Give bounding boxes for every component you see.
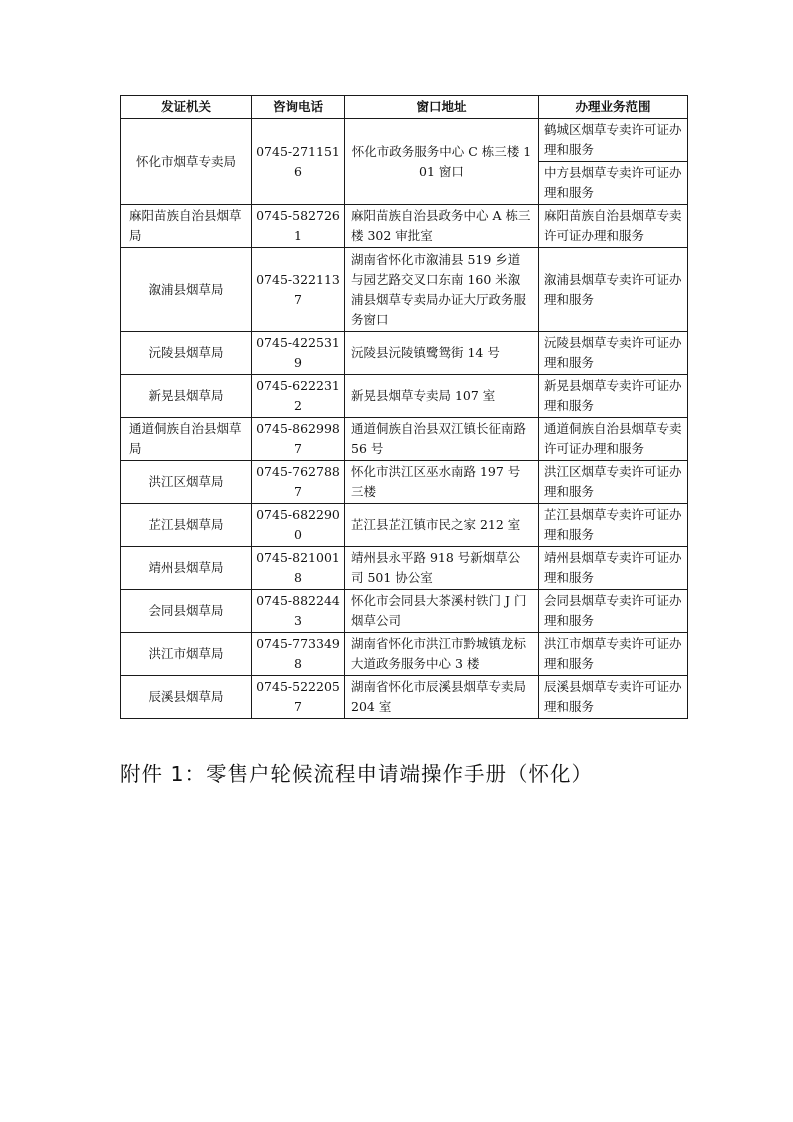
phone-cell: 0745-6822900 xyxy=(252,504,345,547)
table-row xyxy=(121,633,688,676)
phone-cell: 0745-7733498 xyxy=(252,633,345,676)
address-cell: 靖州县永平路 918 号新烟草公司 501 协公室 xyxy=(345,547,539,590)
scope-cell: 沅陵县烟草专卖许可证办理和服务 xyxy=(539,332,688,375)
authority-cell: 溆浦县烟草局 xyxy=(121,248,252,332)
table-row xyxy=(121,547,688,590)
table-row xyxy=(121,461,688,504)
header-phone: 咨询电话 xyxy=(252,96,345,119)
table-row xyxy=(121,205,688,248)
phone-cell: 0745-5222057 xyxy=(252,676,345,719)
authority-cell: 芷江县烟草局 xyxy=(121,504,252,547)
phone-cell: 0745-5827261 xyxy=(252,205,345,248)
scope-cell: 麻阳苗族自治县烟草专卖许可证办理和服务 xyxy=(539,205,688,248)
table-row xyxy=(121,418,688,461)
header-authority: 发证机关 xyxy=(121,96,252,119)
scope-cell: 新晃县烟草专卖许可证办理和服务 xyxy=(539,375,688,418)
scope-cell: 会同县烟草专卖许可证办理和服务 xyxy=(539,590,688,633)
phone-cell: 0745-8210018 xyxy=(252,547,345,590)
address-cell: 湖南省怀化市辰溪县烟草专卖局 204 室 xyxy=(345,676,539,719)
address-cell: 怀化市洪江区巫水南路 197 号三楼 xyxy=(345,461,539,504)
attachment-title: 附件 1：零售户轮候流程申请端操作手册（怀化） xyxy=(120,762,594,786)
authority-cell: 辰溪县烟草局 xyxy=(121,676,252,719)
address-cell: 通道侗族自治县双江镇长征南路 56 号 xyxy=(345,418,539,461)
address-cell: 湖南省怀化市溆浦县 519 乡道与园艺路交叉口东南 160 米溆浦县烟草专卖局办证大厅政务服务窗口 xyxy=(345,248,539,332)
table-row xyxy=(121,504,688,547)
scope-cell: 鹤城区烟草专卖许可证办理和服务 xyxy=(539,119,688,162)
phone-cell: 0745-4225319 xyxy=(252,332,345,375)
license-office-table xyxy=(120,95,688,719)
phone-cell: 0745-2711516 xyxy=(252,119,345,205)
authority-cell: 通道侗族自治县烟草局 xyxy=(121,418,252,461)
scope-cell: 辰溪县烟草专卖许可证办理和服务 xyxy=(539,676,688,719)
authority-cell: 麻阳苗族自治县烟草局 xyxy=(121,205,252,248)
address-cell: 沅陵县沅陵镇鹭鸳街 14 号 xyxy=(345,332,539,375)
authority-cell: 新晃县烟草局 xyxy=(121,375,252,418)
table-row xyxy=(121,119,688,162)
phone-cell: 0745-8822443 xyxy=(252,590,345,633)
header-address: 窗口地址 xyxy=(345,96,539,119)
address-cell: 怀化市政务服务中心 C 栋三楼 101 窗口 xyxy=(345,119,539,205)
phone-cell: 0745-6222312 xyxy=(252,375,345,418)
authority-cell: 洪江区烟草局 xyxy=(121,461,252,504)
table-row xyxy=(121,590,688,633)
address-cell: 怀化市会同县大茶溪村铁门 J 门烟草公司 xyxy=(345,590,539,633)
phone-cell: 0745-8629987 xyxy=(252,418,345,461)
authority-cell: 怀化市烟草专卖局 xyxy=(121,119,252,205)
table-row xyxy=(121,332,688,375)
scope-cell: 芷江县烟草专卖许可证办理和服务 xyxy=(539,504,688,547)
scope-cell: 溆浦县烟草专卖许可证办理和服务 xyxy=(539,248,688,332)
header-scope: 办理业务范围 xyxy=(539,96,688,119)
scope-cell: 通道侗族自治县烟草专卖许可证办理和服务 xyxy=(539,418,688,461)
table-row xyxy=(121,248,688,332)
authority-cell: 靖州县烟草局 xyxy=(121,547,252,590)
scope-cell: 靖州县烟草专卖许可证办理和服务 xyxy=(539,547,688,590)
address-cell: 麻阳苗族自治县政务中心 A 栋三楼 302 审批室 xyxy=(345,205,539,248)
phone-cell: 0745-3221137 xyxy=(252,248,345,332)
authority-cell: 沅陵县烟草局 xyxy=(121,332,252,375)
scope-cell: 洪江市烟草专卖许可证办理和服务 xyxy=(539,633,688,676)
phone-cell: 0745-7627887 xyxy=(252,461,345,504)
scope-cell: 中方县烟草专卖许可证办理和服务 xyxy=(539,162,688,205)
table-row xyxy=(121,375,688,418)
table-header-row xyxy=(121,96,688,119)
table-row xyxy=(121,676,688,719)
authority-cell: 洪江市烟草局 xyxy=(121,633,252,676)
address-cell: 芷江县芷江镇市民之家 212 室 xyxy=(345,504,539,547)
address-cell: 新晃县烟草专卖局 107 室 xyxy=(345,375,539,418)
authority-cell: 会同县烟草局 xyxy=(121,590,252,633)
address-cell: 湖南省怀化市洪江市黔城镇龙标大道政务服务中心 3 楼 xyxy=(345,633,539,676)
scope-cell: 洪江区烟草专卖许可证办理和服务 xyxy=(539,461,688,504)
